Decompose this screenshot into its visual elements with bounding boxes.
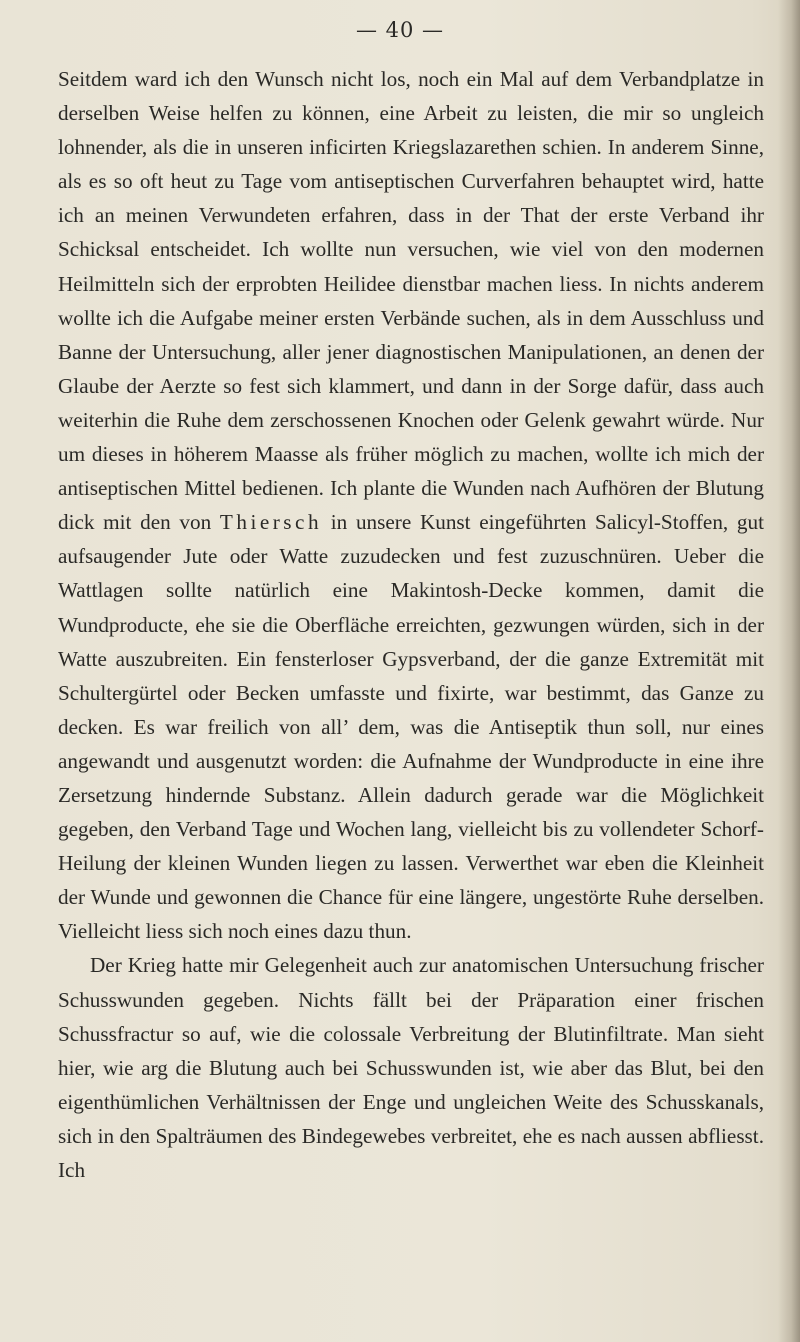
page-number: — 40 — (355, 18, 445, 42)
paragraph-1-text-a: Seitdem ward ich den Wunsch nicht los, noch ein Mal auf dem Verbandplatze in derselben Weise helfen zu können, eine Arbeit zu leisten, die mir so ungleich lohnender, als die in unseren inficirten Kriegslazarethen schien. In anderem Sinne, als es so oft heut zu Tage vom antiseptischen Curverfahren behauptet wird, hatte ich an meinen Verwundeten erfahren, dass in der That der erste Verband ihr Schicksal entscheidet. Ich wollte nun versuchen, wie viel von den modernen Heilmitteln sich der erprobten Heilidee dienstbar machen liess. In nichts anderem wollte ich die Aufgabe meiner ersten Verbände suchen, als in dem Ausschluss und Banne der Untersuchung, aller jener diagnostischen Manipulationen, an denen der Glaube der Aerzte so fest sich klammert, und dann in der Sorge dafür, dass auch weiterhin die Ruhe dem zerschossenen Knochen oder Gelenk gewahrt würde. Nur um dieses in höherem Maasse als früher möglich zu machen, wollte ich mich der antiseptischen Mittel bedienen. Ich plante die Wunden nach Aufhören der Blutung dick mit den von (58, 67, 764, 535)
page-gutter-shadow (778, 0, 800, 1342)
paragraph-1 (58, 62, 764, 948)
body-text (58, 62, 764, 1187)
paragraph-2-text: Der Krieg hatte mir Gelegenheit auch zur anatomischen Untersuchung frischer Schusswunden gegeben. Nichts fällt bei der Präparation einer frischen Schussfractur so auf, wie die colossale Verbreitung der Blutinfiltrate. Man sieht hier, wie arg die Blutung auch bei Schusswunden ist, wie aber das Blut, bei den eigenthümlichen Verhältnissen der Enge und ungleichen Weite des Schusskanals, sich in den Spalträumen des Bindegewebes verbreitet, ehe es nach aussen abfliesst. Ich (58, 953, 764, 1182)
paragraph-2 (58, 948, 764, 1187)
paragraph-1-text-b: in unsere Kunst eingeführten Salicyl-Stoffen, gut aufsaugender Jute oder Watte zuzudecken und fest zuzuschnüren. Ueber die Wattlagen sollte natürlich eine Makintosh-Decke kommen, damit die Wundproducte, ehe sie die Oberfläche erreichten, gezwungen würden, sich in der Watte auszubreiten. Ein fensterloser Gypsverband, der die ganze Extremität mit Schultergürtel oder Becken umfasste und fixirte, war bestimmt, das Ganze zu decken. Es war freilich von all’ dem, was die Antiseptik thun soll, nur eines angewandt und ausgenutzt worden: die Aufnahme der Wundproducte in eine ihre Zersetzung hindernde Substanz. Allein dadurch gerade war die Möglichkeit gegeben, den Verband Tage und Wochen lang, vielleicht bis zu vollendeter Schorf-Heilung der kleinen Wunden liegen zu lassen. Verwerthet war eben die Kleinheit der Wunde und gewonnen die Chance für eine längere, ungestörte Ruhe derselben. Vielleicht liess sich noch eines dazu thun. (58, 510, 764, 944)
author-name-spaced: Thiersch (219, 510, 323, 535)
